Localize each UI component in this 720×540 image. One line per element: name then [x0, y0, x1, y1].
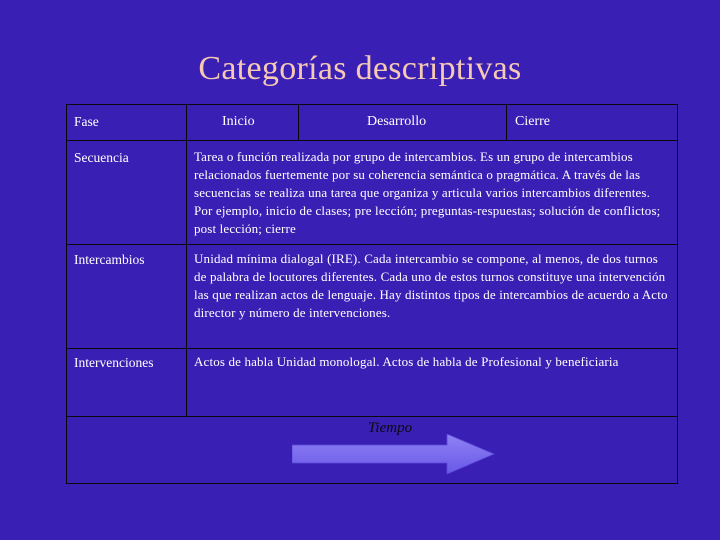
row-text-intercambios: Unidad mínima dialogal (IRE). Cada intercambio se compone, al menos, de dos turnos de palabra de locutores diferentes. Cada uno de estos turnos constituye una intervención las que realizan actos de lenguaje. Hay distintos tipos de intercambios de acuerdo a Acto director y número de intervenciones.	[187, 245, 677, 349]
row-label-intervenciones: Intervenciones	[67, 349, 187, 417]
slide-title: Categorías descriptivas	[198, 50, 522, 87]
header-desarrollo: Desarrollo	[299, 105, 507, 141]
header-cierre: Cierre	[507, 105, 677, 141]
row-label-secuencia: Secuencia	[67, 141, 187, 245]
header-inicio: Inicio	[187, 105, 299, 141]
row-label-intercambios: Intercambios	[67, 245, 187, 349]
right-arrow-icon	[292, 434, 496, 474]
time-label: Tiempo	[367, 420, 413, 436]
header-fase: Fase	[67, 105, 187, 141]
row-text-intervenciones: Actos de habla Unidad monologal. Actos de habla de Profesional y beneficiaria	[187, 349, 677, 417]
row-text-secuencia: Tarea o función realizada por grupo de intercambios. Es un grupo de intercambios relacionados fuertemente por su coherencia semántica o pragmática. A través de las secuencias se realiza una tarea que organiza y articula varios intercambios diferentes. Por ejemplo, inicio de clases; pre lección; preguntas-respuestas; solución de conflictos; post lección; cierre	[187, 141, 677, 245]
